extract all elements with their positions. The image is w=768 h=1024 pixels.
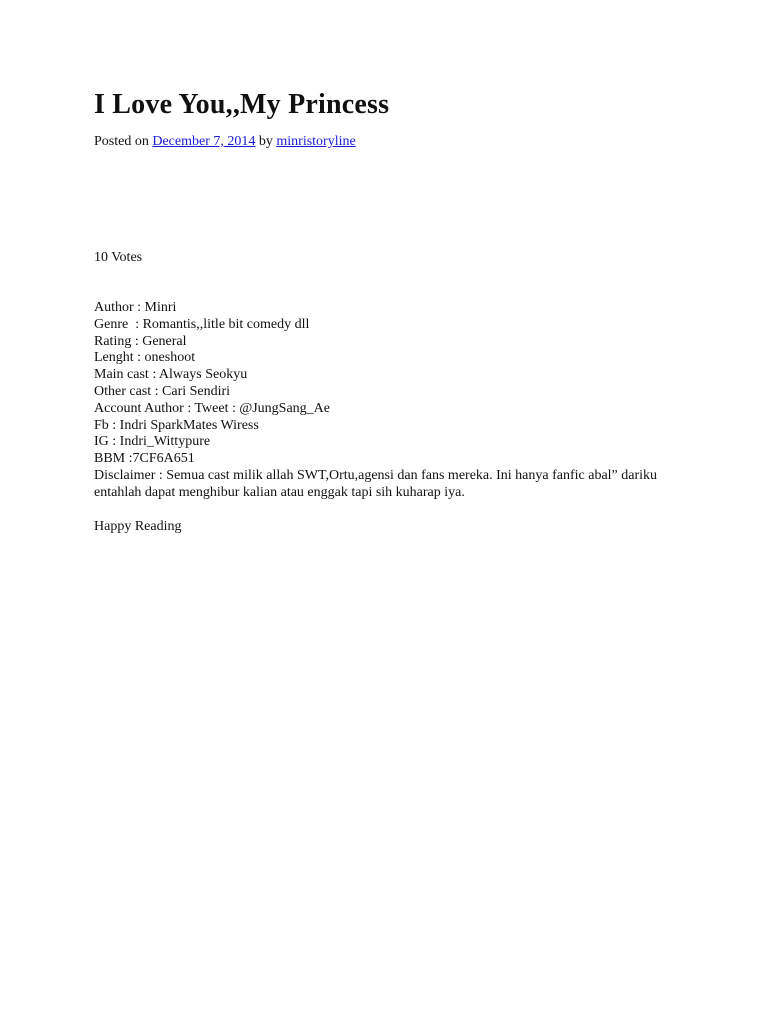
info-bbm: BBM :7CF6A651	[94, 451, 195, 467]
info-length: Lenght : oneshoot	[94, 350, 196, 366]
info-facebook: Fb : Indri SparkMates Wiress	[94, 417, 259, 433]
info-main-cast: Main cast : Always Seokyu	[94, 367, 248, 383]
info-account-author: Account Author : Tweet : @JungSang_Ae	[94, 400, 331, 416]
by-label: by	[258, 134, 273, 149]
info-genre: Genre : Romantis,,litle bit comedy dll	[94, 316, 310, 332]
info-other-cast: Other cast : Cari Sendiri	[94, 383, 231, 399]
post-meta	[94, 133, 714, 151]
posted-on-label: Posted on	[94, 134, 149, 149]
post-date-link[interactable]: December 7, 2014	[152, 134, 256, 149]
story-info	[94, 300, 714, 502]
votes-count: 10 Votes	[94, 250, 143, 265]
info-author: Author : Minri	[94, 300, 177, 315]
post-article	[94, 86, 714, 536]
info-disclaimer: Disclaimer : Semua cast milik allah SWT,Ortu,agensi dan fans mereka. Ini hanya fanfic abal” dariku entahlah dapat menghibur kalian atau enggak tapi sih kuharap iya.	[94, 467, 658, 500]
closing-text: Happy Reading	[94, 518, 182, 534]
info-instagram: IG : Indri_Wittypure	[94, 434, 211, 450]
author-link[interactable]: minristoryline	[276, 134, 356, 149]
info-rating: Rating : General	[94, 333, 187, 349]
post-title: I Love You,,My Princess	[94, 89, 390, 120]
